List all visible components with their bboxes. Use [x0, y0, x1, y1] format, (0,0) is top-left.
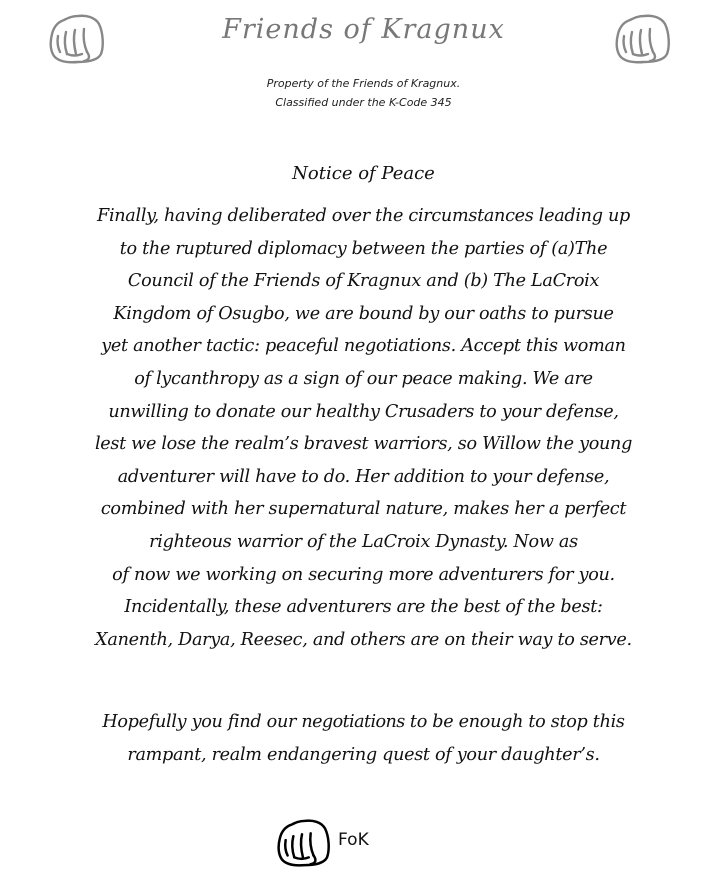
body-line: unwilling to donate our healthy Crusaders to your defense,	[108, 401, 619, 422]
fist-signature-icon	[272, 817, 332, 867]
body-line: Incidentally, these adventurers are the best of the best:	[124, 597, 603, 618]
body-line: to the ruptured diplomacy between the parties of (a)The	[119, 238, 608, 259]
closing-line: rampant, realm endangering quest of your daughter’s.	[127, 745, 600, 765]
emphasized-word: negotiations	[301, 712, 405, 732]
body-line: Kingdom of Osugbo, we are bound by our oaths to pursue	[113, 303, 614, 324]
closing-text: Hopefully you find our	[102, 712, 302, 732]
body-line: adventurer will have to do. Her addition to your defense,	[117, 466, 610, 487]
body-line: of lycanthropy as a sign of our peace making. We are	[134, 368, 593, 389]
body-paragraph	[40, 200, 687, 656]
classification-line: Classified under the K-Code 345	[275, 96, 452, 109]
body-line: lest we lose the realm’s bravest warriors, so Willow the young	[94, 434, 633, 455]
body-line: combined with her supernatural nature, makes her a perfect	[100, 499, 627, 520]
closing-paragraph	[40, 706, 687, 772]
body-line: yet another tactic: peaceful negotiations. Accept this woman	[101, 336, 626, 357]
body-line: Xanenth, Darya, Reesec, and others are on their way to serve.	[95, 629, 632, 650]
signature-text: FoK	[338, 830, 369, 850]
body-line: righteous warrior of the LaCroix Dynasty. Now as	[149, 531, 578, 552]
document-title: Notice of Peace	[292, 163, 435, 184]
organization-title: Friends of Kragnux	[222, 14, 505, 45]
fist-logo-right-icon	[610, 12, 672, 64]
closing-line	[40, 706, 687, 739]
body-line: of now we working on securing more adventurers for you.	[112, 564, 615, 585]
body-line: Council of the Friends of Kragnux and (b) The LaCroix	[127, 271, 600, 292]
classification-line: Property of the Friends of Kragnux.	[266, 77, 461, 90]
body-line: Finally, having deliberated over the circumstances leading up	[97, 206, 630, 226]
closing-text: to be enough to stop this	[404, 712, 625, 732]
